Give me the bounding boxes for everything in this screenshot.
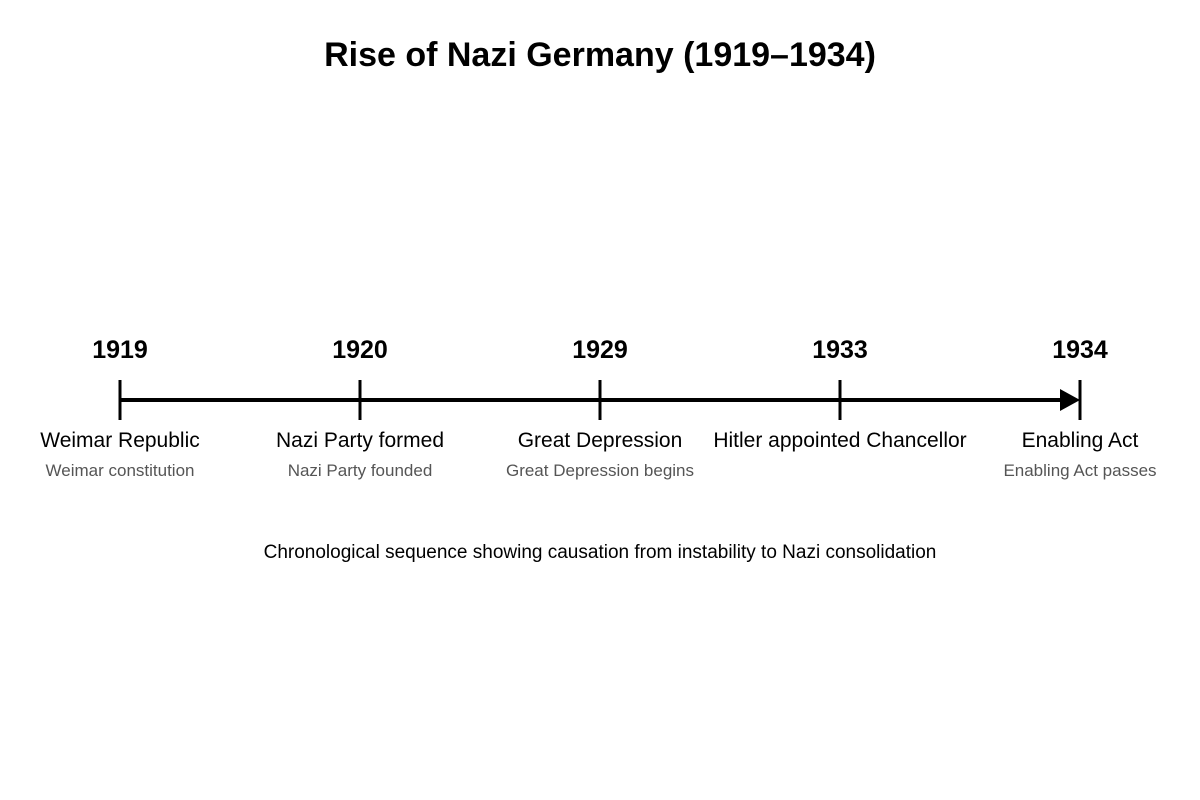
event-label: Weimar Republic bbox=[40, 429, 200, 452]
event-label: Hitler appointed Chancellor bbox=[713, 429, 967, 452]
event-label: Nazi Party formed bbox=[275, 429, 445, 452]
event-year: 1920 bbox=[332, 336, 388, 364]
diagram-title: Rise of Nazi Germany (1919–1934) bbox=[324, 36, 876, 74]
event-year: 1919 bbox=[92, 336, 148, 364]
event-label: Enabling Act bbox=[1021, 429, 1139, 452]
event-year: 1933 bbox=[812, 336, 868, 364]
event-year: 1934 bbox=[1052, 336, 1108, 364]
event-label: Great Depression bbox=[517, 429, 683, 452]
event-year: 1929 bbox=[572, 336, 628, 364]
event-detail: Great Depression begins bbox=[505, 461, 695, 480]
event-detail: Weimar constitution bbox=[45, 461, 195, 480]
event-detail: Enabling Act passes bbox=[1003, 461, 1157, 480]
diagram-caption: Chronological sequence showing causation from instability to Nazi consolidation bbox=[263, 542, 937, 563]
event-detail: Nazi Party founded bbox=[287, 461, 433, 480]
timeline-arrowhead bbox=[1060, 389, 1080, 411]
